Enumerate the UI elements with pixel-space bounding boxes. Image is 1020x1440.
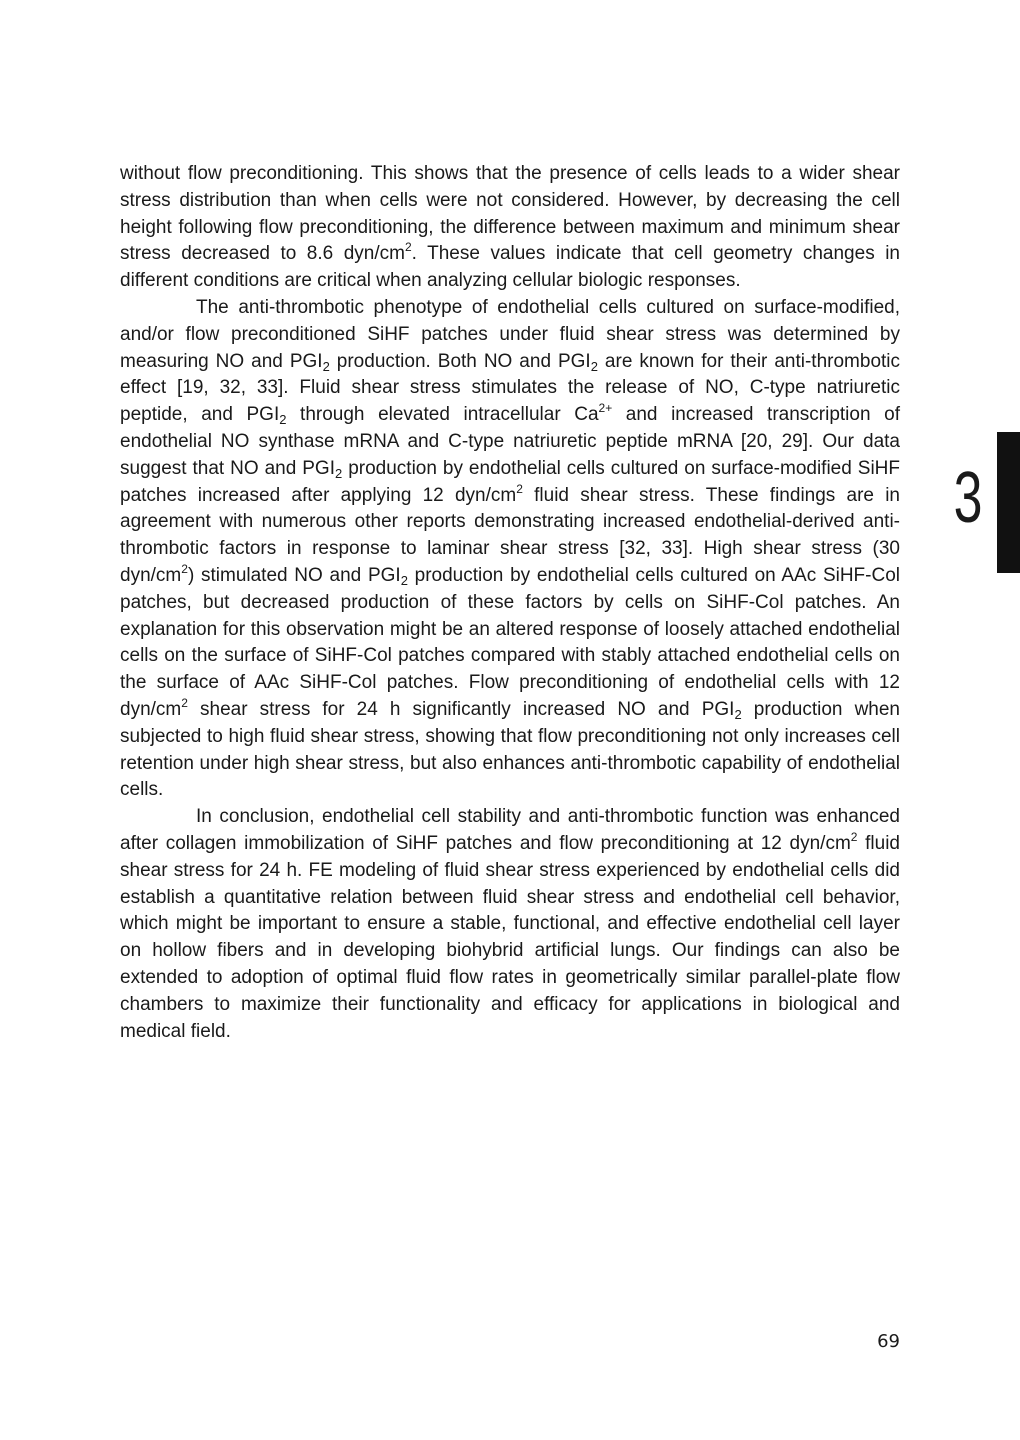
- text-run: without flow preconditioning. This shows that the presence of cells leads to a wider shear stress distribution than when cells were not considered. However, by decreasing the cell height following flow preconditioning, the difference between maximum and minimum shear stress decreased to 8.6 dyn/cm: [120, 163, 900, 265]
- text-run: shear stress for 24 h significantly increased NO and PGI: [187, 698, 735, 720]
- text-run: are known for their anti-thrombotic effect [19, 32, 33]. Fluid shear stress stimulates the release of NO, C-type natriuretic peptide, and PGI: [120, 350, 901, 426]
- subscript: 2: [400, 572, 408, 588]
- text-run: production by endothelial cells cultured on surface-modified SiHF patches increased after applying 12 dyn/cm: [120, 457, 900, 506]
- text-run: production when subjected to high fluid shear stress, showing that flow preconditioning not only increases cell retention under high shear stress, but also enhances anti-thrombotic capability of endothelial cells.: [120, 698, 900, 801]
- superscript: 2: [516, 481, 523, 496]
- text-run: In conclusion, endothelial cell stability and anti-thrombotic function was enhanced after collagen immobilization of SiHF patches and flow preconditioning at 12 dyn/cm: [120, 806, 900, 854]
- paragraph: [120, 161, 900, 295]
- text-run: fluid shear stress. These findings are in agreement with numerous other reports demonstrating increased endothelial-derived anti-thrombotic factors in response to laminar shear stress [32, 33]. High shear stress (30 dyn/cm: [120, 484, 900, 586]
- text-run: and increased transcription of endothelial NO synthase mRNA and C-type natriuretic peptide mRNA [20, 29]. Our data suggest that NO and PGI: [120, 404, 900, 479]
- text-run: ) stimulated NO and PGI: [187, 564, 401, 586]
- body-text: [120, 161, 900, 1045]
- text-run: production by endothelial cells cultured on AAc SiHF-Col patches, but decreased production of these factors by cells on SiHF-Col patches. An explanation for this observation might be an altered response of loosely attached endothelial cells on the surface of SiHF-Col patches compared with stably attached endothelial cells on the surface of AAc SiHF-Col patches. Flow preconditioning of endothelial cells with 12 dyn/cm: [120, 564, 901, 720]
- text-run: through elevated intracellular Ca: [286, 404, 599, 426]
- subscript: 2: [590, 358, 598, 374]
- superscript: 2: [181, 695, 188, 710]
- text-run: . These values indicate that cell geometry changes in different conditions are critical when analyzing cellular biologic responses.: [120, 243, 900, 292]
- superscript: 2: [404, 240, 412, 255]
- subscript: 2: [279, 412, 287, 428]
- subscript: 2: [322, 358, 330, 374]
- text-run: The anti-thrombotic phenotype of endothelial cells cultured on surface-modified, and/or flow preconditioned SiHF patches under fluid shear stress was determined by measuring NO and PGI: [120, 296, 900, 372]
- text-run: fluid shear stress for 24 h. FE modeling of fluid shear stress experienced by endothelial cells did establish a quantitative relation between fluid shear stress and endothelial cell behavior, which might be important to ensure a stable, functional, and effective endothelial cell layer on hollow fibers and in developing biohybrid artificial lungs. Our findings can also be extended to adoption of optimal fluid flow rates in geometrically similar parallel-plate flow chambers to maximize their functionality and efficacy for applications in biological and medical field.: [120, 832, 900, 1042]
- paragraph: [120, 804, 900, 1045]
- chapter-number: 3: [953, 458, 983, 538]
- superscript: 2+: [598, 401, 613, 416]
- superscript: 2: [181, 561, 188, 576]
- page-number: 69: [877, 1331, 900, 1352]
- subscript: 2: [734, 706, 742, 722]
- subscript: 2: [335, 465, 343, 481]
- text-run: production. Both NO and PGI: [329, 350, 591, 372]
- superscript: 2: [850, 829, 858, 844]
- paragraph: [120, 295, 900, 804]
- chapter-tab: [997, 432, 1020, 573]
